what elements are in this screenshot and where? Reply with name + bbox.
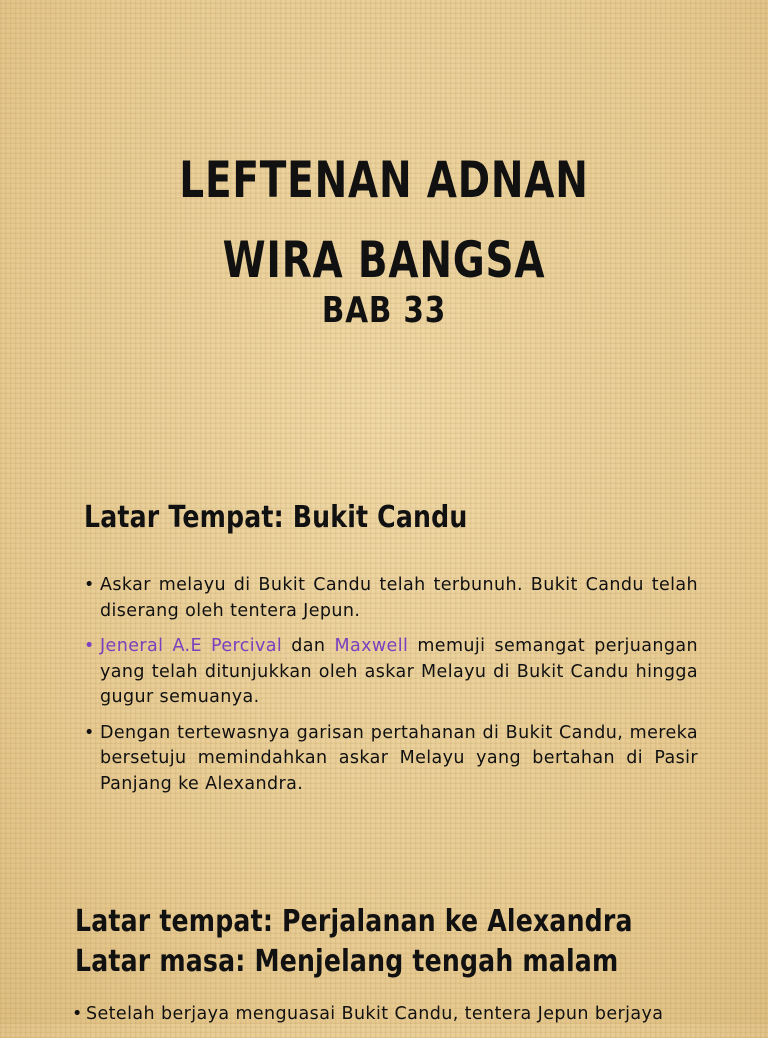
bullet-item [84, 573, 698, 624]
bullet-text: memuji semangat perjuangan yang telah ditunjukkan oleh askar Melayu di Bukit Candu hingga gugur semuanya. [100, 636, 698, 707]
section-heading-line-1: Latar tempat: Perjalanan ke Alexandra [75, 904, 633, 939]
highlight-name-percival: Jeneral A.E Percival [100, 636, 283, 656]
bullet-text: Dengan tertewasnya garisan pertahanan di Bukit Candu, mereka bersetuju memindahkan askar Melayu yang bertahan di Pasir Panjang ke Alexandra. [100, 722, 698, 794]
bullet-text: dan [282, 636, 335, 656]
section-heading: Latar Tempat: Bukit Candu [84, 500, 468, 535]
title-slide [0, 0, 768, 460]
setting-slide-alexandra [0, 902, 768, 1038]
bullet-dot: • [84, 636, 95, 656]
bullet-dot: • [84, 575, 95, 595]
main-title-line-2: WIRA BANGSA [222, 231, 546, 289]
bullet-item [84, 721, 698, 798]
bullet-dot: • [72, 1004, 83, 1024]
bullet-text: Setelah berjaya menguasai Bukit Candu, tentera Jepun berjaya [86, 1004, 664, 1024]
bullet-dot: • [84, 722, 95, 743]
highlight-name-maxwell: Maxwell [334, 636, 409, 656]
bullet-list [84, 573, 698, 797]
main-title-line-1: LEFTENAN ADNAN [179, 151, 589, 209]
chapter-subtitle: BAB 33 [321, 290, 447, 331]
bullet-text: Askar melayu di Bukit Candu telah terbunuh. Bukit Candu telah diserang oleh tentera Jepun. [100, 575, 698, 621]
setting-slide-bukit-candu [0, 500, 768, 807]
main-title [84, 140, 683, 300]
section-heading-line-2: Latar masa: Menjelang tengah malam [75, 944, 619, 979]
bullet-item [84, 634, 698, 711]
